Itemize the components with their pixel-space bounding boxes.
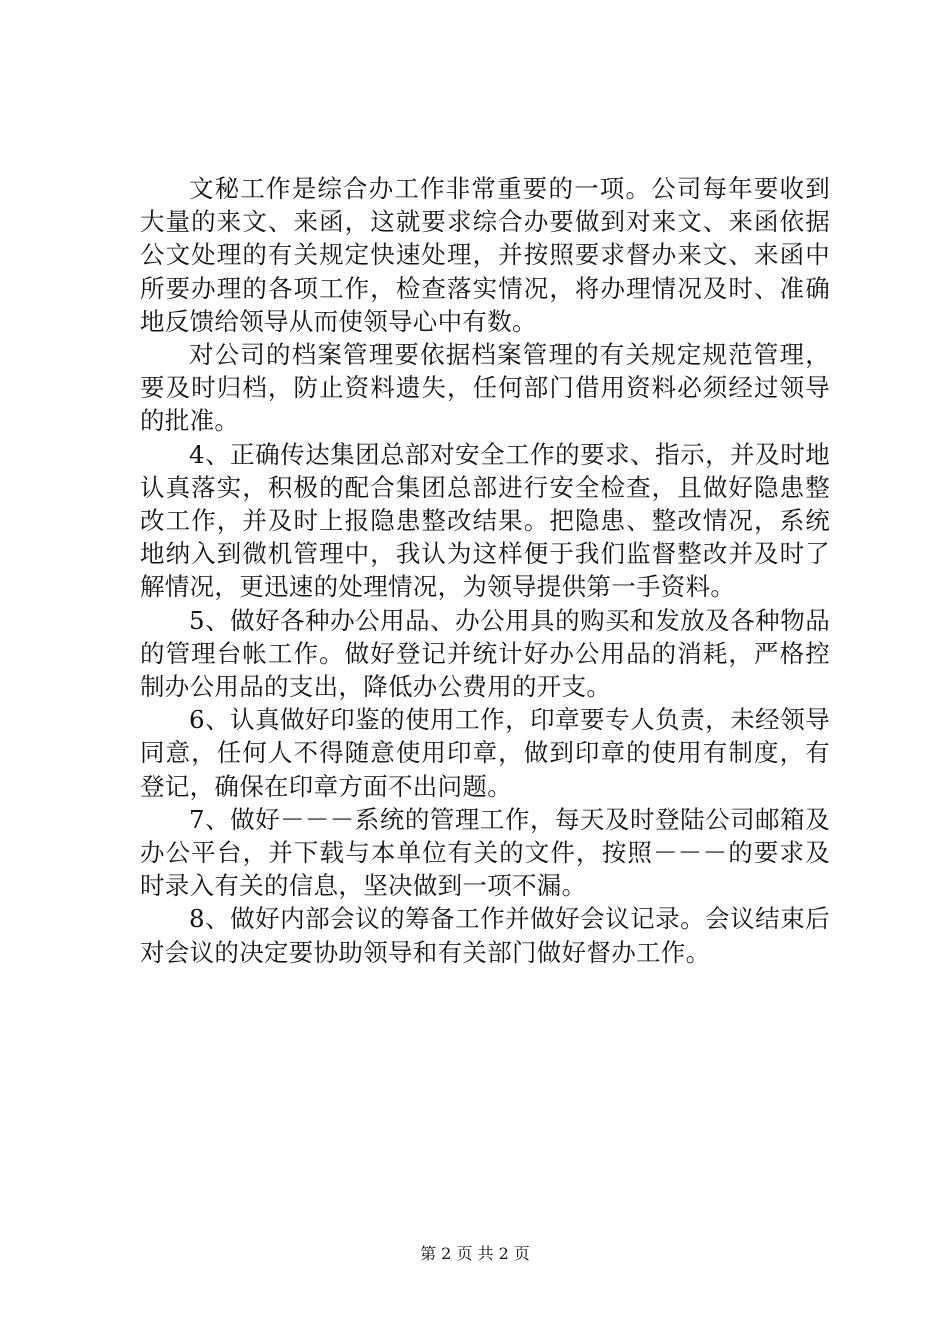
paragraph-archive-management: 对公司的档案管理要依据档案管理的有关规定规范管理，要及时归档，防止资料遗失，任何部门借用资料必须经过领导的批准。 — [140, 340, 830, 436]
paragraph-item-7-system-management: 7、做好－－－系统的管理工作，每天及时登陆公司邮箱及办公平台，并下载与本单位有关的文件，按照－－－的要求及时录入有关的信息，坚决做到一项不漏。 — [140, 804, 830, 901]
paragraph-item-4-safety: 4、正确传达集团总部对安全工作的要求、指示，并及时地认真落实，积极的配合集团总部进行安全检查，且做好隐患整改工作，并及时上报隐患整改结果。把隐患、整改情况，系统地纳入到微机管理中，我认为这样便于我们监督整改并及时了解情况，更迅速的处理情况，为领导提供第一手资料。 — [140, 439, 830, 602]
paragraph-item-8-meetings: 8、做好内部会议的筹备工作并做好会议记录。会议结束后对会议的决定要协助领导和有关部门做好督办工作。 — [140, 904, 830, 967]
paragraph-secretarial-work: 文秘工作是综合办工作非常重要的一项。公司每年要收到大量的来文、来函，这就要求综合办要做到对来文、来函依据公文处理的有关规定快速处理，并按照要求督办来文、来函中所要办理的各项工作，检查落实情况，将办理情况及时、准确地反馈给领导从而使领导心中有数。 — [140, 174, 830, 336]
document-body — [140, 172, 830, 969]
page-number-footer: 第 2 页 共 2 页 — [420, 1244, 530, 1263]
paragraph-item-6-seals: 6、认真做好印鉴的使用工作，印章要专人负责，未经领导同意，任何人不得随意使用印章，做到印章的使用有制度，有登记，确保在印章方面不出问题。 — [140, 705, 830, 801]
paragraph-item-5-office-supplies: 5、做好各种办公用品、办公用具的购买和发放及各种物品的管理台帐工作。做好登记并统计好办公用品的消耗，严格控制办公用品的支出，降低办公费用的开支。 — [140, 605, 830, 702]
